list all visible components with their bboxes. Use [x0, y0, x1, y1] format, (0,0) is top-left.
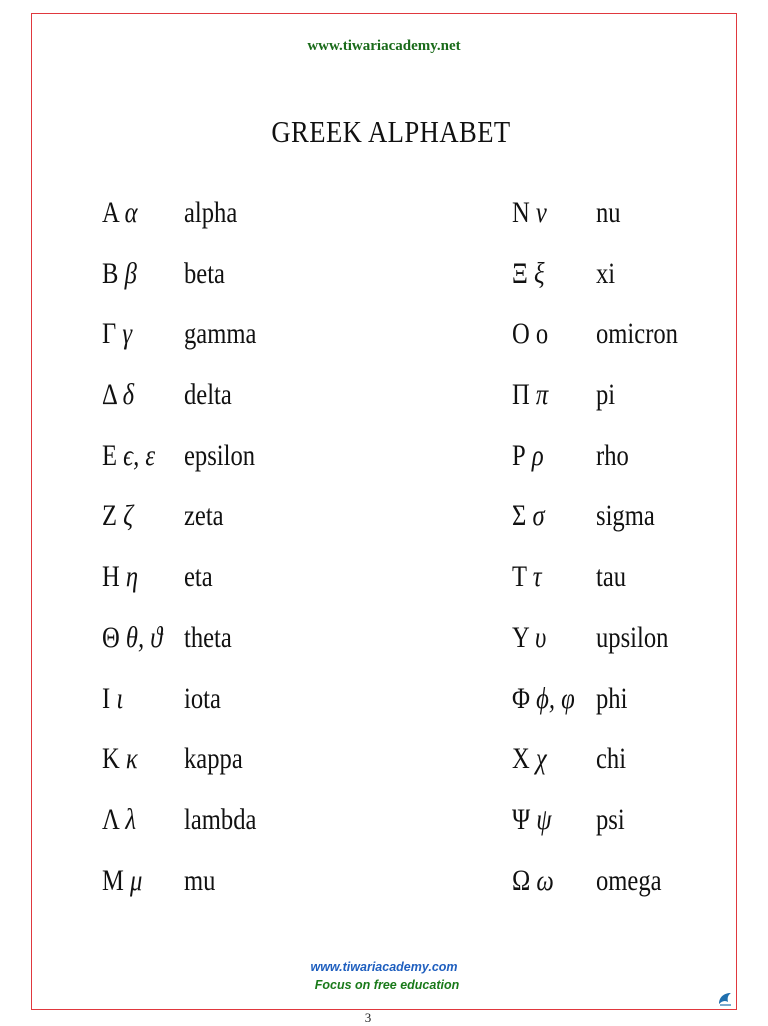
letter-symbols: [102, 555, 138, 599]
uppercase-letter: Β: [102, 256, 119, 290]
letter-symbols: [512, 859, 554, 903]
lowercase-letter: θ, ϑ: [125, 620, 163, 654]
letter-symbols: [102, 494, 133, 538]
letter-symbols: [102, 616, 162, 660]
lowercase-letter: ϵ, ε: [123, 438, 156, 472]
uppercase-letter: Ν: [512, 196, 530, 229]
lowercase-letter: σ: [532, 499, 545, 533]
uppercase-letter: Χ: [512, 742, 530, 776]
letter-name: epsilon: [184, 438, 256, 472]
uppercase-letter: Ι: [102, 681, 111, 715]
letter-symbols: [512, 798, 552, 842]
page-title: GREEK ALPHABET: [271, 114, 511, 149]
uppercase-letter: Θ: [102, 620, 120, 654]
lowercase-letter: μ: [130, 863, 143, 897]
letter-symbols: [512, 191, 547, 235]
letter-name: phi: [596, 681, 628, 715]
letter-name: delta: [184, 378, 232, 412]
letter-symbols: [512, 555, 542, 599]
uppercase-letter: Ω: [512, 863, 531, 897]
lowercase-letter: α: [124, 196, 138, 229]
letter-name: kappa: [184, 742, 243, 776]
letter-name: nu: [596, 196, 621, 229]
uppercase-letter: Α: [102, 196, 119, 229]
uppercase-letter: Υ: [512, 620, 529, 654]
header-website-link[interactable]: www.tiwariacademy.net: [307, 38, 461, 54]
footer-website-link[interactable]: www.tiwariacademy.com: [310, 960, 458, 974]
lowercase-letter: λ: [125, 802, 137, 836]
letter-symbols: [102, 312, 132, 356]
letter-symbols: [512, 434, 544, 478]
lowercase-letter: ρ: [531, 438, 544, 472]
uppercase-letter: Ψ: [512, 802, 531, 836]
letter-name: eta: [184, 560, 213, 594]
letter-name: sigma: [596, 499, 655, 533]
letter-name: beta: [184, 256, 225, 290]
lowercase-letter: ψ: [536, 802, 552, 836]
letter-name: psi: [596, 802, 625, 836]
lowercase-letter: κ: [125, 742, 138, 776]
letter-name: omega: [596, 863, 662, 897]
letter-symbols: [512, 616, 546, 660]
letter-symbols: [512, 312, 548, 356]
uppercase-letter: Ξ: [512, 256, 528, 290]
letter-name: rho: [596, 438, 629, 472]
letter-symbols: [102, 252, 137, 296]
uppercase-letter: Σ: [512, 499, 527, 533]
uppercase-letter: Φ: [512, 681, 530, 715]
lowercase-letter: ξ: [533, 256, 545, 290]
lowercase-letter: δ: [122, 378, 135, 412]
uppercase-letter: Η: [102, 560, 120, 594]
lowercase-letter: ν: [535, 196, 547, 229]
tiwari-academy-logo-icon: [716, 990, 734, 1008]
letter-name: alpha: [184, 196, 238, 229]
lowercase-letter: η: [125, 560, 139, 594]
letter-symbols: [102, 434, 155, 478]
letter-symbols: [512, 737, 547, 781]
page-number: 3: [364, 1010, 372, 1025]
letter-symbols: [102, 859, 142, 903]
lowercase-letter: ζ: [123, 499, 134, 533]
letter-name: mu: [184, 863, 216, 897]
uppercase-letter: Π: [512, 378, 530, 412]
letter-name: tau: [596, 560, 627, 594]
lowercase-letter: τ: [532, 560, 542, 594]
uppercase-letter: Ρ: [512, 438, 526, 472]
letter-symbols: [512, 252, 545, 296]
uppercase-letter: Κ: [102, 742, 120, 776]
lowercase-letter: γ: [122, 317, 133, 351]
lowercase-letter: π: [535, 378, 549, 412]
letter-symbols: [102, 677, 123, 721]
lowercase-letter: ο: [535, 317, 549, 351]
letter-name: zeta: [184, 499, 224, 533]
letter-symbols: [102, 798, 136, 842]
letter-name: upsilon: [596, 620, 669, 654]
footer-tagline: Focus on free education: [314, 978, 460, 992]
letter-name: theta: [184, 620, 232, 654]
letter-name: iota: [184, 681, 221, 715]
lowercase-letter: χ: [535, 742, 547, 776]
letter-symbols: [102, 191, 137, 235]
lowercase-letter: υ: [535, 620, 547, 654]
letter-symbols: [512, 494, 545, 538]
uppercase-letter: Λ: [102, 802, 120, 836]
uppercase-letter: Ζ: [102, 499, 118, 533]
letter-name: pi: [596, 378, 616, 412]
letter-name: lambda: [184, 802, 257, 836]
letter-name: gamma: [184, 317, 257, 351]
letter-symbols: [512, 373, 548, 417]
letter-symbols: [102, 373, 134, 417]
letter-symbols: [512, 677, 575, 721]
uppercase-letter: Ε: [102, 438, 118, 472]
uppercase-letter: Τ: [512, 560, 527, 594]
letter-symbols: [102, 737, 138, 781]
letter-name: omicron: [596, 317, 678, 351]
uppercase-letter: Μ: [102, 863, 124, 897]
uppercase-letter: Δ: [102, 378, 117, 412]
lowercase-letter: β: [124, 256, 137, 290]
letter-name: chi: [596, 742, 627, 776]
lowercase-letter: ι: [116, 681, 124, 715]
uppercase-letter: Γ: [102, 317, 117, 351]
lowercase-letter: ω: [536, 863, 554, 897]
uppercase-letter: Ο: [512, 317, 530, 351]
letter-name: xi: [596, 256, 616, 290]
lowercase-letter: ϕ, φ: [536, 681, 575, 715]
